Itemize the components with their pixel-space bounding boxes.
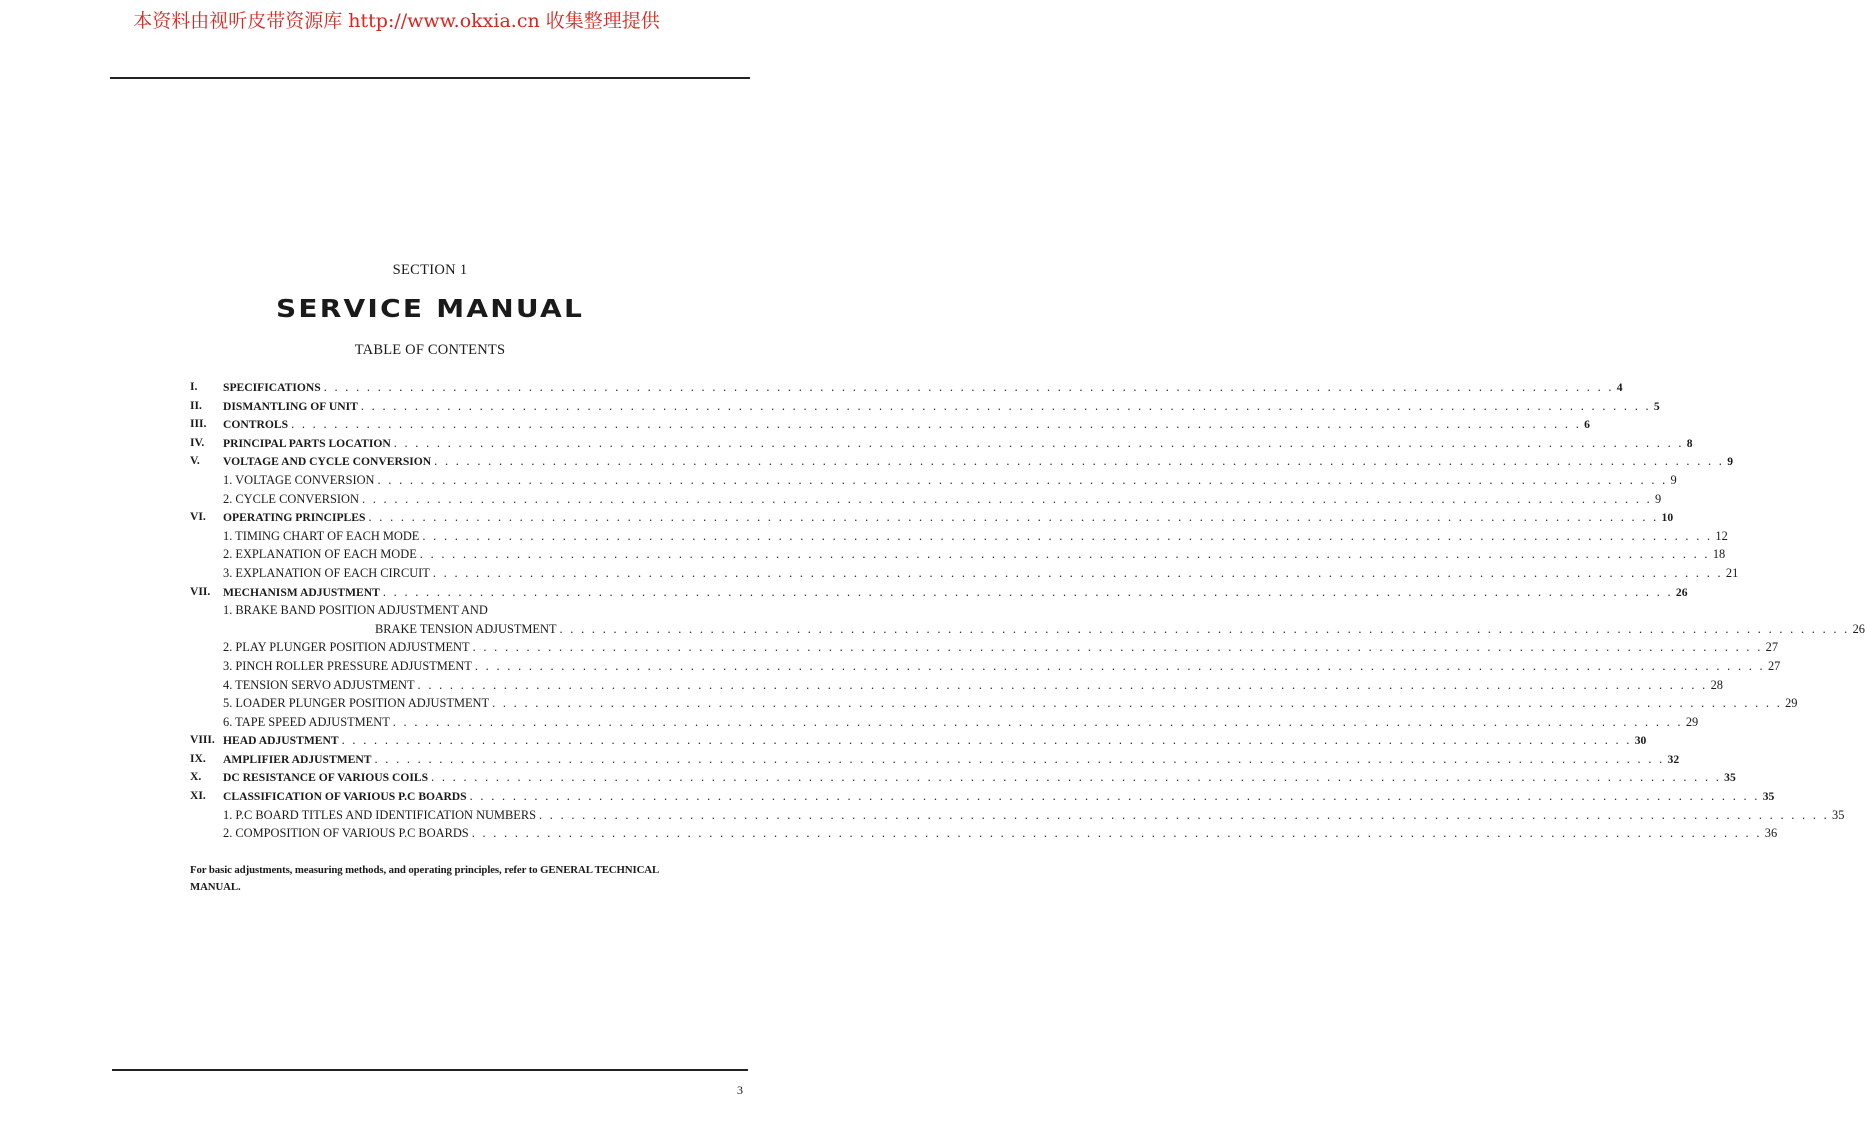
- toc-row: [190, 527, 1728, 546]
- toc-row: [190, 434, 1693, 453]
- toc-page-number: 10: [1661, 511, 1674, 525]
- toc-page-number: 27: [1767, 658, 1781, 673]
- toc-label: 2. CYCLE CONVERSION: [223, 491, 359, 506]
- toc-entry: [223, 694, 1798, 713]
- toc-row: [190, 806, 1845, 825]
- toc-entry: [223, 545, 1726, 564]
- toc-label: 3. PINCH ROLLER PRESSURE ADJUSTMENT: [223, 658, 472, 673]
- bottom-rule: [112, 1069, 748, 1071]
- toc-number: XI.: [190, 789, 206, 803]
- toc-entry: [223, 434, 1693, 454]
- toc-entry: [223, 768, 1736, 788]
- toc-leader-dots: . . . . . . . . . . . . . . . . . . . . . . . . . . . . . . . . . . . . . . . . . . . . . . . . . . . . . . . . . . . . . . . . . . . . . . . . . . . . . . . . . . . . . . . . . . . . . . . . . . . . . . . . . . . . . . . . . . . . . . . .: [474, 658, 1765, 673]
- toc-label: 1. TIMING CHART OF EACH MODE: [223, 528, 420, 543]
- toc-entry: [223, 750, 1680, 770]
- toc-row: [190, 713, 1699, 732]
- toc-row: [190, 731, 1647, 750]
- toc-row: [190, 415, 1590, 434]
- toc-label: CONTROLS: [223, 418, 289, 432]
- toc-entry: [223, 583, 1688, 603]
- reference-note: For basic adjustments, measuring methods, and operating principles, refer to GENERAL TECHNICAL MANUAL.: [190, 864, 659, 893]
- toc-row: [190, 490, 1662, 509]
- toc-page-number: 9: [1670, 472, 1677, 487]
- toc-page-number: 9: [1727, 455, 1734, 469]
- toc-page-number: 21: [1725, 565, 1739, 580]
- toc-label: 1. P.C BOARD TITLES AND IDENTIFICATION NUMBERS: [223, 807, 536, 822]
- toc-entry: [223, 731, 1647, 751]
- toc-label: 1. VOLTAGE CONVERSION: [223, 472, 375, 487]
- toc-label: CLASSIFICATION OF VARIOUS P.C BOARDS: [223, 790, 467, 804]
- toc-leader-dots: . . . . . . . . . . . . . . . . . . . . . . . . . . . . . . . . . . . . . . . . . . . . . . . . . . . . . . . . . . . . . . . . . . . . . . . . . . . . . . . . . . . . . . . . . . . . . . . . . . . . . . . . . . . . . . . . . . . . . . . .: [472, 640, 1763, 655]
- toc-page-number: 8: [1686, 436, 1693, 450]
- toc-row: [190, 508, 1674, 527]
- toc-row: [190, 583, 1688, 602]
- toc-row: [190, 452, 1734, 471]
- toc-label: VOLTAGE AND CYCLE CONVERSION: [223, 455, 432, 469]
- toc-entry: [223, 415, 1590, 435]
- toc-label: 3. EXPLANATION OF EACH CIRCUIT: [223, 565, 430, 580]
- toc-page-number: 28: [1710, 677, 1723, 692]
- page-number: 3: [737, 1083, 743, 1097]
- toc-page-number: 35: [1724, 771, 1736, 785]
- toc-entry: [223, 601, 670, 620]
- toc-label: DISMANTLING OF UNIT: [223, 399, 358, 413]
- toc-leader-dots: . . . . . . . . . . . . . . . . . . . . . . . . . . . . . . . . . . . . . . . . . . . . . . . . . . . . . . . . . . . . . . . . . . . . . . . . . . . . . . . . . . . . . . . . . . . . . . . . . . . . . . . . . . . . . . . . . . . . . . . .: [434, 454, 1725, 469]
- toc-entry: [223, 824, 1778, 843]
- toc-label: 5. LOADER PLUNGER POSITION ADJUSTMENT: [223, 696, 490, 711]
- toc-row: [190, 471, 1677, 490]
- toc-leader-dots: . . . . . . . . . . . . . . . . . . . . . . . . . . . . . . . . . . . . . . . . . . . . . . . . . . . . . . . . . . . . . . . . . . . . . . . . . . . . . . . . . . . . . . . . . . . . . . . . . . . . . . . . . . . . . . . . . . . . . . . .: [419, 547, 1710, 562]
- toc-entry: [223, 527, 1728, 546]
- toc-label: MECHANISM ADJUSTMENT: [223, 585, 380, 599]
- toc-number: V.: [190, 454, 200, 468]
- toc-entry: [223, 452, 1734, 472]
- toc-leader-dots: . . . . . . . . . . . . . . . . . . . . . . . . . . . . . . . . . . . . . . . . . . . . . . . . . . . . . . . . . . . . . . . . . . . . . . . . . . . . . . . . . . . . . . . . . . . . . . . . . . . . . . . . . . . . . . . . . . . . . . . .: [360, 398, 1651, 413]
- toc-page-number: 5: [1653, 399, 1660, 413]
- toc-label: 6. TAPE SPEED ADJUSTMENT: [223, 714, 390, 729]
- toc-leader-dots: . . . . . . . . . . . . . . . . . . . . . . . . . . . . . . . . . . . . . . . . . . . . . . . . . . . . . . . . . . . . . . . . . . . . . . . . . . . . . . . . . . . . . . . . . . . . . . . . . . . . . . . . . . . . . . . . . . . . . . . .: [422, 528, 1713, 543]
- toc-entry: [223, 471, 1677, 490]
- toc-page-number: 12: [1715, 528, 1728, 543]
- toc-leader-dots: . . . . . . . . . . . . . . . . . . . . . . . . . . . . . . . . . . . . . . . . . . . . . . . . . . . . . . . . . . . . . . . . . . . . . . . . . . . . . . . . . . . . . . . . . . . . . . . . . . . . . . . . . . . . . . . . . . . . . . . .: [291, 417, 1582, 432]
- toc-label: PRINCIPAL PARTS LOCATION: [223, 436, 391, 450]
- toc-leader-dots: . . . . . . . . . . . . . . . . . . . . . . . . . . . . . . . . . . . . . . . . . . . . . . . . . . . . . . . . . . . . . . . . . . . . . . . . . . . . . . . . . . . . . . . . . . . . . . . . . . . . . . . . . . . . . . . . . . . . . . . .: [417, 677, 1708, 692]
- toc-row: [190, 824, 1778, 843]
- toc-entry: [223, 713, 1699, 732]
- toc-leader-dots: . . . . . . . . . . . . . . . . . . . . . . . . . . . . . . . . . . . . . . . . . . . . . . . . . . . . . . . . . . . . . . . . . . . . . . . . . . . . . . . . . . . . . . . . . . . . . . . . . . . . . . . . . . . . . . . . . . . . . . . .: [469, 789, 1760, 804]
- toc-row: [190, 676, 1723, 695]
- toc-label: 2. EXPLANATION OF EACH MODE: [223, 547, 417, 562]
- toc-row: [190, 787, 1775, 806]
- toc-row: [190, 545, 1726, 564]
- toc-number: I.: [190, 380, 198, 393]
- toc-entry: [223, 490, 1662, 509]
- toc-number: IX.: [190, 751, 206, 765]
- toc-leader-dots: . . . . . . . . . . . . . . . . . . . . . . . . . . . . . . . . . . . . . . . . . . . . . . . . . . . . . . . . . . . . . . . . . . . . . . . . . . . . . . . . . . . . . . . . . . . . . . . . . . . . . . . . . . . . . . . . . . . . . . . .: [393, 435, 1684, 450]
- table-of-contents: [190, 378, 1865, 843]
- toc-leader-dots: . . . . . . . . . . . . . . . . . . . . . . . . . . . . . . . . . . . . . . . . . . . . . . . . . . . . . . . . . . . . . . . . . . . . . . . . . . . . . . . . . . . . . . . . . . . . . . . . . . . . . . . . . . . . . . . . . . . . . . . .: [392, 714, 1683, 729]
- toc-page-number: 27: [1765, 640, 1779, 655]
- toc-page-number: 29: [1685, 714, 1699, 729]
- toc-entry: [223, 806, 1845, 825]
- toc-label: 1. BRAKE BAND POSITION ADJUSTMENT AND: [223, 603, 488, 618]
- toc-page-number: 26: [1675, 585, 1688, 599]
- toc-label: BRAKE TENSION ADJUSTMENT: [375, 621, 557, 636]
- toc-leader-dots: . . . . . . . . . . . . . . . . . . . . . . . . . . . . . . . . . . . . . . . . . . . . . . . . . . . . . . . . . . . . . . . . . . . . . . . . . . . . . . . . . . . . . . . . . . . . . . . . . . . . . . . . . . . . . . . . . . . . . . . .: [341, 733, 1632, 748]
- toc-leader-dots: . . . . . . . . . . . . . . . . . . . . . . . . . . . . . . . . . . . . . . . . . . . . . . . . . . . . . . . . . . . . . . . . . . . . . . . . . . . . . . . . . . . . . . . . . . . . . . . . . . . . . . . . . . . . . . . . . . . . . . . .: [431, 770, 1722, 785]
- toc-label: AMPLIFIER ADJUSTMENT: [223, 752, 372, 766]
- toc-entry: [223, 657, 1781, 676]
- toc-leader-dots: . . . . . . . . . . . . . . . . . . . . . . . . . . . . . . . . . . . . . . . . . . . . . . . . . . . . . . . . . . . . . . . . . . . . . . . . . . . . . . . . . . . . . . . . . . . . . . . . . . . . . . . . . . . . . . . . . . . . . . . .: [492, 696, 1783, 711]
- toc-row: [190, 397, 1660, 416]
- toc-leader-dots: . . . . . . . . . . . . . . . . . . . . . . . . . . . . . . . . . . . . . . . . . . . . . . . . . . . . . . . . . . . . . . . . . . . . . . . . . . . . . . . . . . . . . . . . . . . . . . . . . . . . . . . . . . . . . . . . . . . . . . . .: [471, 826, 1762, 841]
- manual-title: SERVICE MANUAL: [275, 294, 585, 323]
- toc-leader-dots: . . . . . . . . . . . . . . . . . . . . . . . . . . . . . . . . . . . . . . . . . . . . . . . . . . . . . . . . . . . . . . . . . . . . . . . . . . . . . . . . . . . . . . . . . . . . . . . . . . . . . . . . . . . . . . . . . . . . . . . .: [382, 584, 1673, 599]
- toc-entry: [223, 638, 1779, 657]
- toc-leader-dots: . . . . . . . . . . . . . . . . . . . . . . . . . . . . . . . . . . . . . . . . . . . . . . . . . . . . . . . . . . . . . . . . . . . . . . . . . . . . . . . . . . . . . . . . . . . . . . . . . . . . . . . . . . . . . . . . . . . . . . . .: [432, 565, 1723, 580]
- toc-number: IV.: [190, 435, 205, 449]
- toc-number: X.: [190, 770, 202, 784]
- toc-page-number: 35: [1762, 790, 1775, 804]
- toc-leader-dots: . . . . . . . . . . . . . . . . . . . . . . . . . . . . . . . . . . . . . . . . . . . . . . . . . . . . . . . . . . . . . . . . . . . . . . . . . . . . . . . . . . . . . . . . . . . . . . . . . . . . . . . . . . . . . . . . . . . . . . . .: [374, 751, 1665, 766]
- toc-row: [190, 564, 1739, 583]
- toc-page-number: 29: [1785, 696, 1798, 711]
- toc-leader-dots: . . . . . . . . . . . . . . . . . . . . . . . . . . . . . . . . . . . . . . . . . . . . . . . . . . . . . . . . . . . . . . . . . . . . . . . . . . . . . . . . . . . . . . . . . . . . . . . . . . . . . . . . . . . . . . . . . . . . . . . .: [539, 807, 1830, 822]
- toc-number: III.: [190, 417, 207, 431]
- toc-label: 2. COMPOSITION OF VARIOUS P.C BOARDS: [223, 826, 469, 841]
- toc-page-number: 32: [1667, 752, 1680, 766]
- toc-number: II.: [190, 398, 202, 412]
- top-rule: [110, 77, 750, 79]
- toc-row: [190, 601, 670, 620]
- toc-label: DC RESISTANCE OF VARIOUS COILS: [223, 771, 429, 785]
- toc-number: VIII.: [190, 733, 215, 747]
- section-label: SECTION 1: [392, 262, 468, 278]
- toc-label: SPECIFICATIONS: [223, 381, 321, 394]
- toc-row: [190, 378, 1623, 397]
- toc-entry: [223, 397, 1660, 417]
- toc-entry: [223, 508, 1674, 528]
- toc-page-number: 6: [1584, 418, 1590, 432]
- toc-label: OPERATING PRINCIPLES: [223, 511, 366, 525]
- toc-number: VI.: [190, 510, 206, 524]
- toc-entry: [223, 676, 1723, 695]
- toc-label: 2. PLAY PLUNGER POSITION ADJUSTMENT: [223, 640, 470, 655]
- toc-page-number: 9: [1655, 491, 1662, 506]
- toc-entry: [223, 564, 1739, 583]
- toc-row: [190, 620, 1865, 639]
- toc-leader-dots: . . . . . . . . . . . . . . . . . . . . . . . . . . . . . . . . . . . . . . . . . . . . . . . . . . . . . . . . . . . . . . . . . . . . . . . . . . . . . . . . . . . . . . . . . . . . . . . . . . . . . . . . . . . . . . . . . . . . . . . .: [377, 472, 1668, 487]
- toc-leader-dots: . . . . . . . . . . . . . . . . . . . . . . . . . . . . . . . . . . . . . . . . . . . . . . . . . . . . . . . . . . . . . . . . . . . . . . . . . . . . . . . . . . . . . . . . . . . . . . . . . . . . . . . . . . . . . . . . . . . . . . . .: [323, 380, 1614, 394]
- toc-label: HEAD ADJUSTMENT: [223, 734, 339, 748]
- watermark-banner: 本资料由视听皮带资源库 http://www.okxia.cn 收集整理提供: [133, 10, 660, 32]
- toc-leader-dots: . . . . . . . . . . . . . . . . . . . . . . . . . . . . . . . . . . . . . . . . . . . . . . . . . . . . . . . . . . . . . . . . . . . . . . . . . . . . . . . . . . . . . . . . . . . . . . . . . . . . . . . . . . . . . . . . . . . . . . . .: [361, 491, 1653, 506]
- toc-row: [190, 694, 1798, 713]
- toc-row: [190, 768, 1736, 787]
- toc-number: VII.: [190, 584, 211, 598]
- toc-page-number: 26: [1852, 621, 1865, 636]
- toc-page-number: 18: [1712, 547, 1726, 562]
- toc-row: [190, 750, 1680, 769]
- toc-entry: [223, 378, 1623, 398]
- toc-label: 4. TENSION SERVO ADJUSTMENT: [223, 677, 415, 692]
- toc-title: TABLE OF CONTENTS: [354, 342, 506, 358]
- toc-entry: [223, 620, 1865, 639]
- toc-page-number: 4: [1616, 381, 1623, 394]
- toc-row: [190, 657, 1781, 676]
- toc-page-number: 35: [1832, 807, 1845, 822]
- toc-row: [190, 638, 1779, 657]
- toc-leader-dots: . . . . . . . . . . . . . . . . . . . . . . . . . . . . . . . . . . . . . . . . . . . . . . . . . . . . . . . . . . . . . . . . . . . . . . . . . . . . . . . . . . . . . . . . . . . . . . . . . . . . . . . . . . . . . . . . . . . . . . . .: [368, 510, 1659, 525]
- toc-leader-dots: . . . . . . . . . . . . . . . . . . . . . . . . . . . . . . . . . . . . . . . . . . . . . . . . . . . . . . . . . . . . . . . . . . . . . . . . . . . . . . . . . . . . . . . . . . . . . . . . . . . . . . . . . . . . . . . . . . . . . . . .: [559, 621, 1850, 636]
- toc-entry: [223, 787, 1775, 807]
- toc-page-number: 30: [1634, 734, 1647, 748]
- toc-page-number: 36: [1764, 826, 1778, 841]
